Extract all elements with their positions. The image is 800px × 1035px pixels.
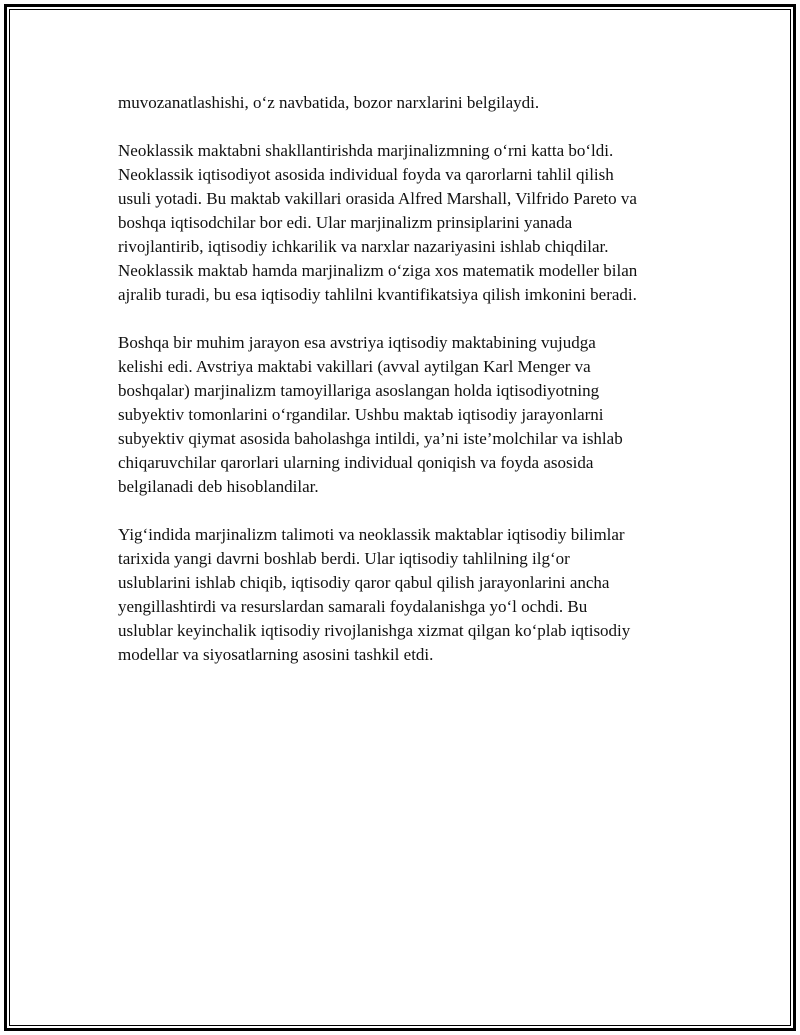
text-line: usuli yotadi. Bu maktab vakillari orasida Alfred Marshall, Vilfrido Pareto va xyxy=(118,189,637,208)
text-line: modellar va siyosatlarning asosini tashkil etdi. xyxy=(118,645,434,664)
text-line: uslublarini ishlab chiqib, iqtisodiy qaror qabul qilish jarayonlarini ancha xyxy=(118,573,610,592)
document-body xyxy=(118,91,698,691)
text-line: Neoklassik maktabni shakllantirishda marjinalizmning o‘rni katta bo‘ldi. xyxy=(118,141,614,160)
paragraph-3 xyxy=(118,331,698,499)
text-line: chiqaruvchilar qarorlari ularning individual qoniqish va foyda asosida xyxy=(118,453,594,472)
text-line: kelishi edi. Avstriya maktabi vakillari (avval aytilgan Karl Menger va xyxy=(118,357,591,376)
text-line: belgilanadi deb hisoblandilar. xyxy=(118,477,319,496)
text-line: Yig‘indida marjinalizm talimoti va neoklassik maktablar iqtisodiy bilimlar xyxy=(118,525,625,544)
paragraph-2 xyxy=(118,139,698,307)
text-line: uslublar keyinchalik iqtisodiy rivojlanishga xizmat qilgan ko‘plab iqtisodiy xyxy=(118,621,631,640)
text-line: rivojlantirib, iqtisodiy ichkarilik va narxlar nazariyasini ishlab chiqdilar. xyxy=(118,237,609,256)
text-line: subyektiv qiymat asosida baholashga intildi, ya’ni iste’molchilar va ishlab xyxy=(118,429,623,448)
text-line: Boshqa bir muhim jarayon esa avstriya iqtisodiy maktabining vujudga xyxy=(118,333,596,352)
text-line: boshqa iqtisodchilar bor edi. Ular marjinalizm prinsiplarini yanada xyxy=(118,213,573,232)
text-line: subyektiv tomonlarini o‘rgandilar. Ushbu maktab iqtisodiy jarayonlarni xyxy=(118,405,604,424)
text-line: tarixida yangi davrni boshlab berdi. Ular iqtisodiy tahlilning ilg‘or xyxy=(118,549,570,568)
text-line: boshqalar) marjinalizm tamoyillariga asoslangan holda iqtisodiyotning xyxy=(118,381,600,400)
text-line: Neoklassik maktab hamda marjinalizm o‘ziga xos matematik modeller bilan xyxy=(118,261,638,280)
text-line: Neoklassik iqtisodiyot asosida individual foyda va qarorlarni tahlil qilish xyxy=(118,165,614,184)
text-line: yengillashtirdi va resurslardan samarali foydalanishga yo‘l ochdi. Bu xyxy=(118,597,588,616)
text-line: ajralib turadi, bu esa iqtisodiy tahlilni kvantifikatsiya qilish imkonini beradi. xyxy=(118,285,637,304)
paragraph-4 xyxy=(118,523,698,667)
paragraph-1 xyxy=(118,91,698,115)
text-line: muvozanatlashishi, o‘z navbatida, bozor narxlarini belgilaydi. xyxy=(118,93,540,112)
